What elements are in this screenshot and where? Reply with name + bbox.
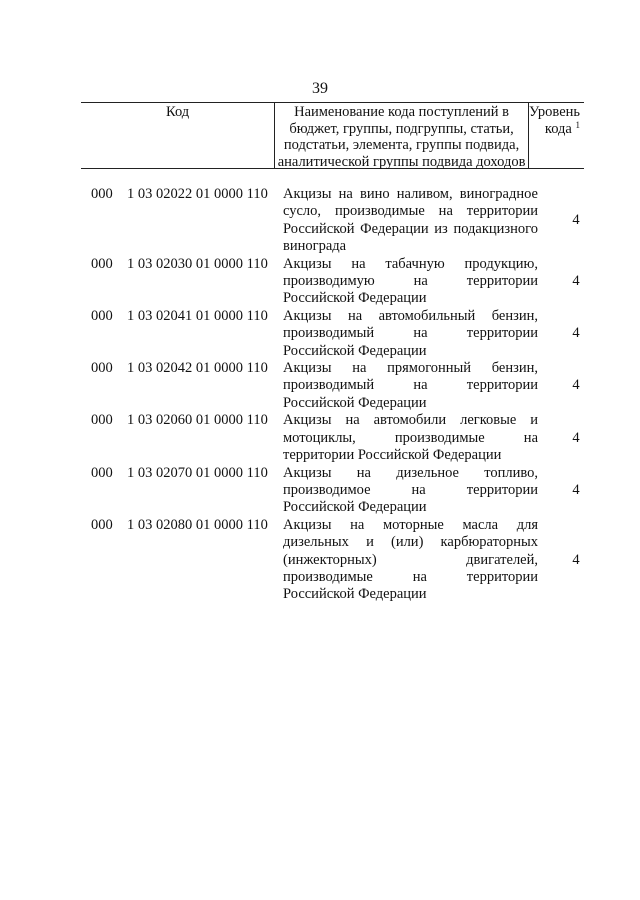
- revenue-name-line: Российской Федерации: [283, 394, 427, 411]
- revenue-code: 1 03 02041 01 0000 110: [127, 307, 268, 324]
- code-level: 4: [572, 551, 580, 568]
- code-level: 4: [572, 429, 580, 446]
- table-row: [81, 412, 584, 464]
- revenue-code: 1 03 02070 01 0000 110: [127, 464, 268, 481]
- header-name-line: подстатьи, элемента, группы подвида,: [283, 137, 520, 153]
- table-row: [81, 256, 584, 308]
- revenue-name-line: производимое на территории: [283, 481, 538, 498]
- header-name: [274, 103, 529, 168]
- revenue-name: [279, 360, 538, 412]
- header-code: Код: [166, 104, 190, 120]
- revenue-code: 1 03 02042 01 0000 110: [127, 360, 268, 377]
- code-level: 4: [572, 212, 580, 229]
- revenue-name-line: Акцизы на табачную продукцию,: [283, 255, 538, 272]
- revenue-name: [279, 186, 538, 256]
- revenue-name-line: Российской Федерации: [283, 290, 427, 307]
- page-number: 39: [312, 80, 328, 97]
- header-level-line2: [529, 121, 580, 138]
- revenue-code: 1 03 02030 01 0000 110: [127, 255, 268, 272]
- revenue-name-line: Акцизы на прямогонный бензин,: [283, 360, 538, 377]
- revenue-name: [279, 412, 538, 464]
- revenue-code: 1 03 02060 01 0000 110: [127, 412, 268, 429]
- admin-code: 000: [91, 255, 113, 272]
- revenue-name-line: (инжекторных) двигателей,: [283, 551, 538, 568]
- revenue-name-line: винограда: [283, 238, 347, 255]
- revenue-name-line: мотоциклы, производимые на: [283, 429, 538, 446]
- revenue-name-line: Акцизы на автомобили легковые и: [283, 412, 538, 429]
- header-name-line: бюджет, группы, подгруппы, статьи,: [289, 120, 514, 137]
- revenue-name-line: сусло, производимые на территории: [283, 203, 538, 220]
- table-row: [81, 186, 584, 256]
- table-row: [81, 517, 584, 604]
- code-level: 4: [572, 273, 580, 290]
- code-level: 4: [572, 377, 580, 394]
- revenue-name-line: Российской Федерации из подакцизного: [283, 220, 538, 237]
- table-row: [81, 308, 584, 360]
- admin-code: 000: [91, 516, 113, 533]
- revenue-name: [279, 517, 538, 604]
- admin-code: 000: [91, 186, 113, 202]
- revenue-name-line: Российской Федерации: [283, 586, 427, 603]
- revenue-name-line: производимые на территории: [283, 568, 538, 585]
- admin-code: 000: [91, 307, 113, 324]
- table-row: [81, 465, 584, 517]
- revenue-name-line: дизельных и (или) карбюраторных: [283, 534, 538, 551]
- revenue-name-line: Акцизы на автомобильный бензин,: [283, 307, 538, 324]
- revenue-name-line: Акцизы на моторные масла для: [283, 516, 538, 533]
- header-name-line: Наименование кода поступлений в: [294, 104, 510, 120]
- revenue-code: 1 03 02080 01 0000 110: [127, 516, 268, 533]
- code-level: 4: [572, 481, 580, 498]
- header-level: [529, 103, 584, 168]
- revenue-name-line: производимый на территории: [283, 377, 538, 394]
- table-row: [81, 360, 584, 412]
- revenue-name-line: производимую на территории: [283, 273, 538, 290]
- revenue-code: 1 03 02022 01 0000 110: [127, 186, 268, 202]
- revenue-name-line: производимый на территории: [283, 325, 538, 342]
- revenue-name-line: Российской Федерации: [283, 499, 427, 516]
- revenue-name-line: Российской Федерации: [283, 342, 427, 359]
- header-level-text: кода: [544, 120, 572, 137]
- table-header: [81, 102, 584, 169]
- footnote-marker: 1: [575, 119, 580, 130]
- revenue-name: [279, 465, 538, 517]
- revenue-name-line: Акцизы на вино наливом, виноградное: [283, 186, 538, 202]
- code-level: 4: [572, 325, 580, 342]
- revenue-name: [279, 256, 538, 308]
- revenue-name-line: территории Российской Федерации: [283, 447, 502, 464]
- admin-code: 000: [91, 412, 113, 429]
- revenue-name: [279, 308, 538, 360]
- header-name-line: аналитической группы подвида доходов: [277, 153, 526, 170]
- revenue-name-line: Акцизы на дизельное топливо,: [283, 464, 538, 481]
- header-level-line1: Уровень: [528, 104, 580, 120]
- table-body: [81, 186, 584, 604]
- admin-code: 000: [91, 464, 113, 481]
- admin-code: 000: [91, 360, 113, 377]
